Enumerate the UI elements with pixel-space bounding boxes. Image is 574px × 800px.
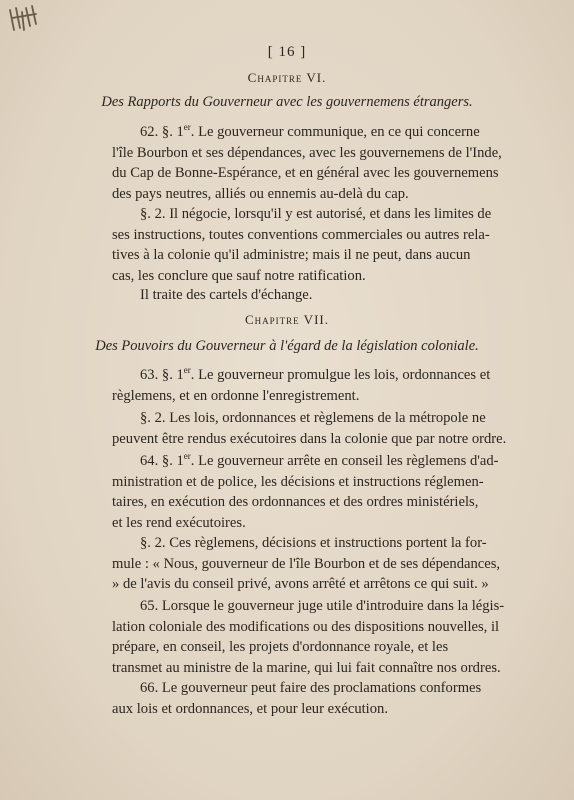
text-line: du Cap de Bonne-Espérance, et en général avec les gouvernemens [112,165,499,181]
paragraph-62-s1 [112,122,518,204]
chapter-6-title: Chapitre VI. [247,70,327,85]
paragraph-62-s2 [112,204,518,286]
text-line: §. 2. Il négocie, lorsqu'il y est autorisé, et dans les limites de [140,206,492,222]
text-line: 62. §. 1er. Le gouverneur communique, en ce qui concerne [140,122,480,140]
chapter-7-heading: Des Pouvoirs du Gouverneur à l'égard de la législation coloniale. [95,338,479,354]
text-line: §. 2. Les lois, ordonnances et règlemens de la métropole ne [140,410,486,426]
paragraph-63-s1 [112,365,518,406]
text-line: cas, les conclure que sauf notre ratification. [112,267,366,284]
chapter-7-title: Chapitre VII. [245,312,329,327]
paragraph-66 [112,678,518,719]
paragraph-63-s2 [112,408,518,449]
text-line: §. 2. Ces règlemens, décisions et instructions portent la for- [140,535,487,551]
text-line: et les rend exécutoires. [112,514,246,531]
paragraph-64-s1 [112,451,518,533]
paragraph-62-cartels [112,285,518,306]
text-line: transmet au ministre de la marine, qui lui fait connaître nos ordres. [112,659,501,676]
text-line: prépare, en conseil, les projets d'ordonnance royale, et les [112,639,449,655]
text-line: règlemens, et en ordonne l'enregistrement. [112,387,360,404]
page-number: [ 16 ] [267,44,307,60]
text-line: lation coloniale des modifications ou des dispositions nouvelles, il [112,618,500,635]
text-line: ministration et de police, les décisions et instructions réglemen- [112,473,484,490]
text-line: mule : « Nous, gouverneur de l'île Bourbon et de ses dépendances, [112,555,501,572]
text-line: aux lois et ordonnances, et pour leur exécution. [112,700,388,717]
text-line: tives à la colonie qu'il administre; mais il ne peut, dans aucun [112,247,471,263]
text-line: ses instructions, toutes conventions commerciales ou autres rela- [112,226,490,243]
text-line: » de l'avis du conseil privé, avons arrêté et arrêtons ce qui suit. » [112,576,489,592]
paragraph-64-s2 [112,533,518,595]
chapter-6-heading: Des Rapports du Gouverneur avec les gouvernemens étrangers. [101,94,473,110]
text-line: 65. Lorsque le gouverneur juge utile d'introduire dans la légis- [140,598,505,614]
text-line: 66. Le gouverneur peut faire des proclamations conformes [140,680,482,696]
text-line: l'île Bourbon et ses dépendances, avec les gouvernemens de l'Inde, [112,144,502,161]
paragraph-65 [112,596,518,678]
text-line: Il traite des cartels d'échange. [140,287,313,303]
ink-mark-icon [6,4,46,34]
text-line: taires, en exécution des ordonnances et des ordres ministériels, [112,494,479,510]
text-line: 63. §. 1er. Le gouverneur promulgue les lois, ordonnances et [140,365,491,383]
text-line: 64. §. 1er. Le gouverneur arrête en conseil les règlemens d'ad- [140,451,499,469]
text-line: peuvent être rendus exécutoires dans la colonie que par notre ordre. [112,430,507,447]
text-line: des pays neutres, alliés ou ennemis au-delà du cap. [112,185,409,202]
